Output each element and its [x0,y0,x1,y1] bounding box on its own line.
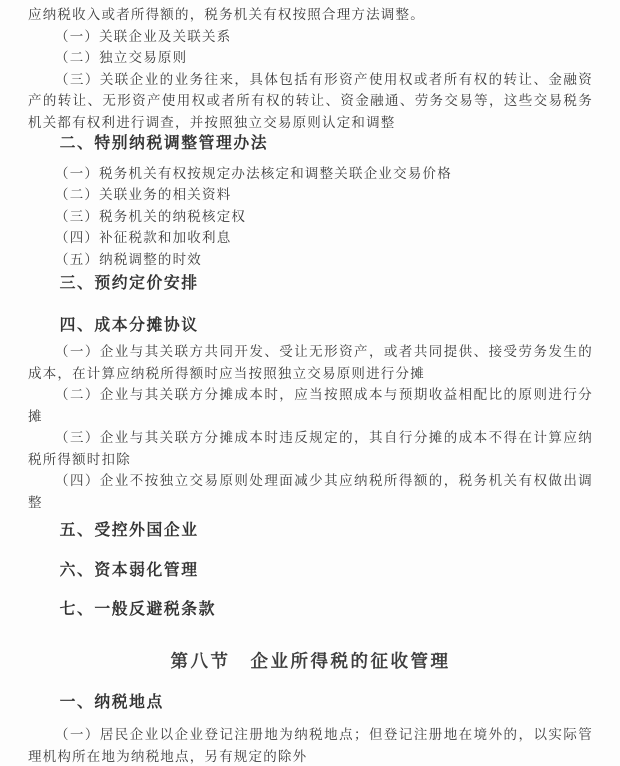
body-paragraph-cost-sharing-3: （三）企业与其关联方分摊成本时违反规定的，其自行分摊的成本不得在计算应纳税所得额时扣除 [28,430,593,467]
heading-controlled-foreign-enterprise: 五、受控外国企业 [59,522,199,539]
list-item-related-business-materials: （二）关联业务的相关资料 [55,187,232,202]
heading-tax-payment-location: 一、纳税地点 [59,693,164,711]
heading-advance-pricing-arrangement: 三、预约定价安排 [59,275,199,292]
body-paragraph-cost-sharing-2: （二）企业与其关联方分摊成本时，应当按照成本与预期收益相配比的原则进行分摊 [28,387,593,424]
heading-special-tax-adjustment-measures: 二、特别纳税调整管理办法 [59,135,269,152]
body-paragraph-cost-sharing-1: （一）企业与其关联方共同开发、受让无形资产，或者共同提供、接受劳务发生的成本，在计算应纳税所得额时应当按照独立交易原则进行分摊 [28,344,593,381]
list-item-tax-assessment-right: （三）税务机关的纳税核定权 [55,208,247,224]
heading-general-anti-avoidance: 七、一般反避税条款 [59,601,217,618]
list-item-back-tax-and-interest: （四）补征税款和加收利息 [55,230,232,245]
list-item-arms-length-principle: （二）独立交易原则 [55,50,188,65]
body-paragraph-cost-sharing-4: （四）企业不按独立交易原则处理面减少其应纳税所得额的，税务机关有权做出调整 [28,473,593,510]
heading-cost-sharing-agreement: 四、成本分摊协议 [59,316,199,334]
heading-thin-capitalization: 六、资本弱化管理 [59,561,199,579]
body-paragraph-resident-enterprise-location: （一）居民企业以企业登记注册地为纳税地点；但登记注册地在境外的，以实际管理机构所在地为纳税地点，另有规定的除外 [28,727,593,764]
body-paragraph-business-dealings: （三）关联企业的业务往来，具体包括有形资产使用权或者所有权的转让、金融资产的转让、无形资产使用权或者所有权的转让、资金融通、劳务交易等，这些交易税务机关都有权利进行调查，并按照独立交易原则认定和调整 [28,71,593,130]
body-paragraph-continuation: 应纳税收入或者所得额的，税务机关有权按照合理方法调整。 [28,7,425,22]
list-item-related-enterprises: （一）关联企业及关联关系 [55,28,232,44]
chapter-title-collection-administration: 第八节 企业所得税的征收管理 [170,650,451,671]
list-item-price-verification: （一）税务机关有权按规定办法核定和调整关联企业交易价格 [55,165,452,181]
list-item-adjustment-time-limit: （五）纳税调整的时效 [55,251,202,267]
